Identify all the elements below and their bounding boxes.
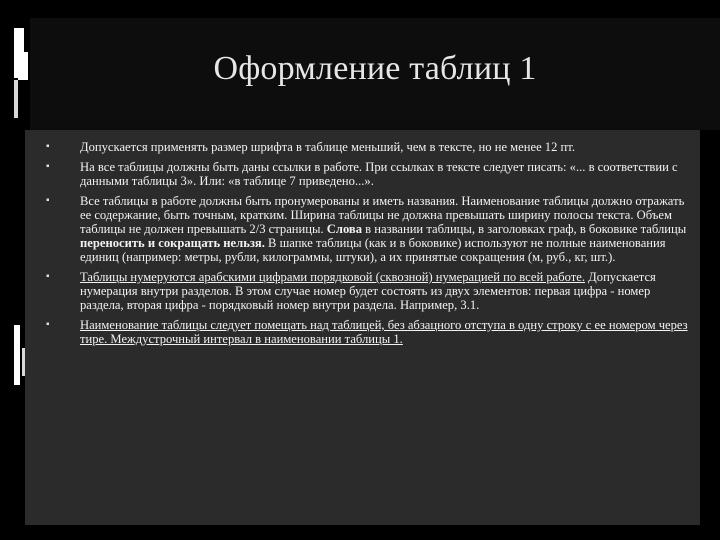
decor-bar (14, 325, 20, 385)
bullet-item (46, 270, 690, 312)
text-segment: На все таблицы должны быть даны ссылки в работе. При ссылках в тексте следует писать: «... в соответствии с данными таблицы 3». Или: «в таблице 7 приведено...». (80, 160, 678, 188)
bullet-marker-icon: ▪ (46, 141, 50, 152)
slide-title: Оформление таблиц 1 (213, 50, 537, 87)
bullet-text (80, 318, 688, 346)
text-segment: Слова (326, 222, 363, 236)
bullet-item (46, 160, 690, 188)
text-segment: Таблицы нумеруются арабскими цифрами порядковой (сквозной) нумерацией по всей работе. (80, 270, 586, 284)
text-segment: Все таблицы в работе должны быть пронумерованы и иметь названия. Наименование таблицы должно отражать ее содержание, быть точным, кратким. Ширина таблицы не должна превышать ширину полосы текста. Объем таблицы не должен превышать 2/3 страницы. (80, 194, 685, 236)
text-segment: в названии таблицы, в заголовках граф, в боковике таблицы (362, 222, 687, 236)
bullet-text (80, 140, 575, 154)
bullet-marker-icon: ▪ (46, 161, 50, 172)
text-segment: переносить и сокращать нельзя. (80, 236, 265, 250)
bullet-text (80, 270, 656, 312)
text-segment: В шапке таблицы (как и в боковике) используют не полные наименования единиц (например: метры, рубли, килограммы, штуки), а их принятые сокращения (м, руб., кг, шт.). (80, 236, 666, 264)
decor-bar (18, 52, 28, 80)
bullet-marker-icon: ▪ (46, 271, 50, 282)
bullet-text (80, 194, 686, 264)
bullet-marker-icon: ▪ (46, 319, 50, 330)
decor-bar (14, 80, 18, 118)
text-segment: Наименование таблицы следует помещать над таблицей, без абзацного отступа в одну строку с ее номером через тире. Междустрочный интервал в наименовании таблицы 1. (80, 318, 688, 346)
bullet-item (46, 318, 690, 346)
bullet-item (46, 140, 690, 154)
bullet-list (46, 140, 690, 352)
text-segment: Допускается применять размер шрифта в таблице меньший, чем в тексте, но не менее 12 пт. (80, 140, 575, 154)
text-segment: Допускается нумерация внутри разделов. В этом случае номер будет состоять из двух элементов: первая цифра - номер раздела, вторая цифра - порядковый номер внутри раздела. Например, 3.1. (80, 270, 656, 312)
bullet-item (46, 194, 690, 264)
bullet-marker-icon: ▪ (46, 195, 50, 206)
bullet-text (80, 160, 678, 188)
